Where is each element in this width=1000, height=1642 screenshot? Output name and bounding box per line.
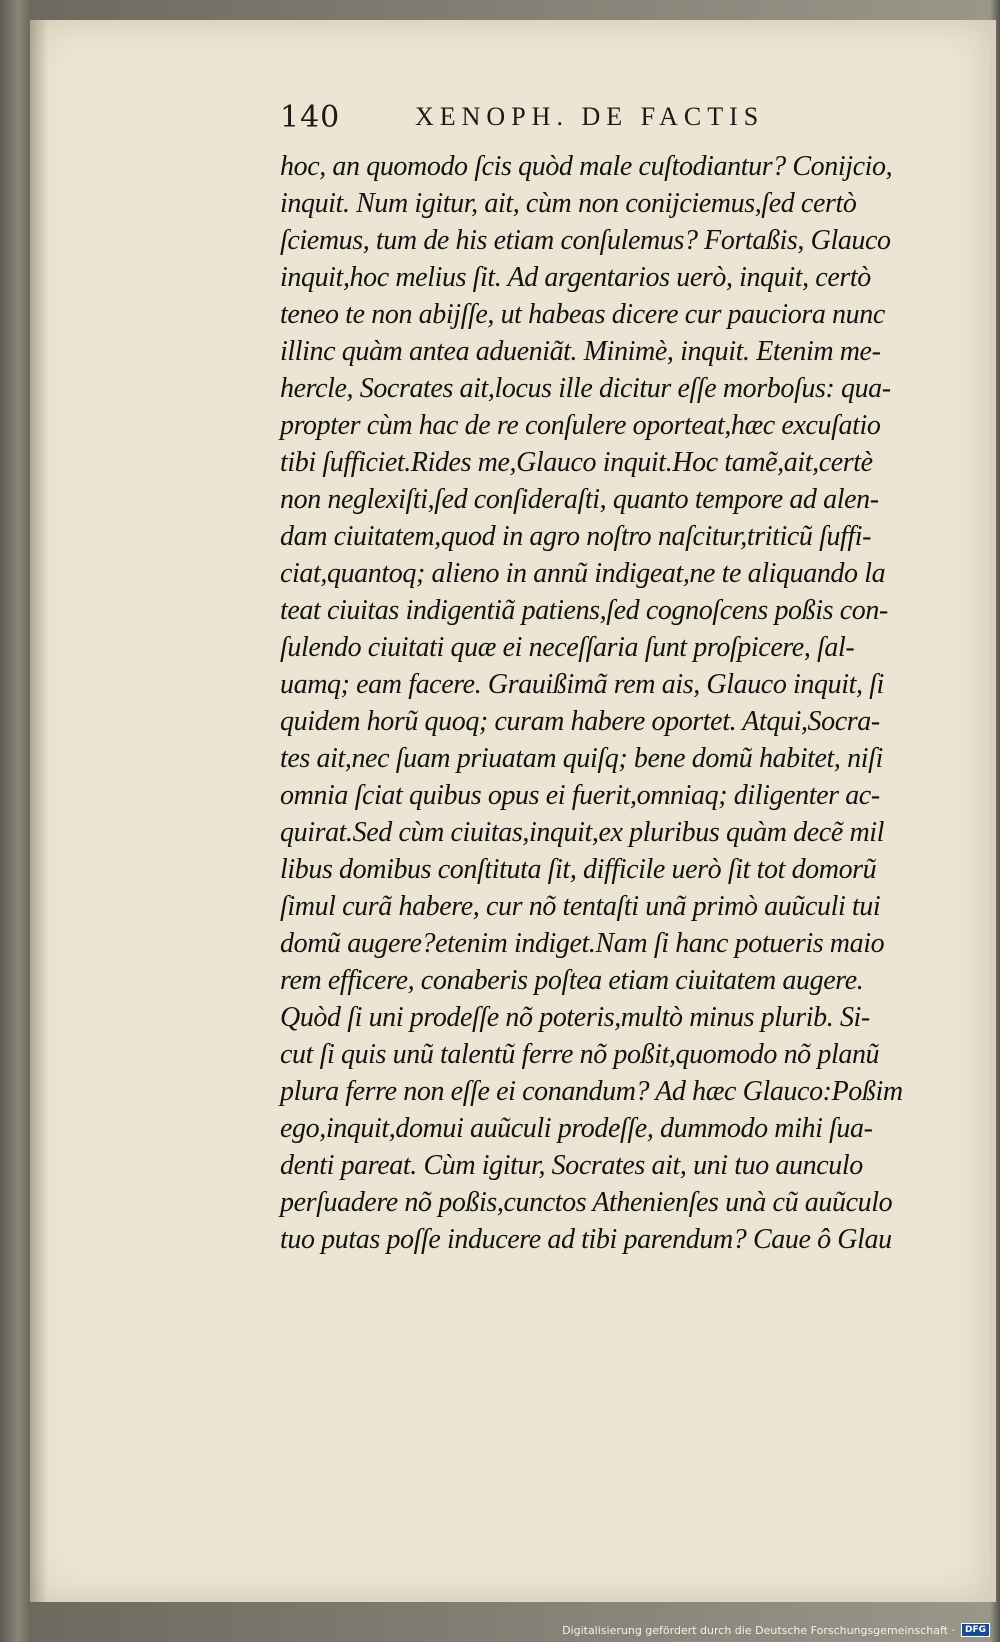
funding-notice: Digitalisierung gefördert durch die Deutsche Forschungsgemeinschaft · xyxy=(562,1623,955,1637)
text-line: non neglexiſti,ſed conſideraſti, quanto tempore ad alen- xyxy=(280,484,879,515)
book-page xyxy=(30,20,996,1602)
text-line: propter cùm hac de re conſulere oporteat,hæc excuſatio xyxy=(280,410,881,441)
text-line: inquit. Num igitur, ait, cùm non conijciemus,ſed certò xyxy=(280,188,857,219)
text-line: plura ferre non eſſe ei conandum? Ad hæc Glauco:Poßim xyxy=(280,1076,903,1107)
text-line: teneo te non abijſſe, ut habeas dicere cur pauciora nunc xyxy=(280,299,885,330)
text-line: tibi ſufficiet.Rides me,Glauco inquit.Hoc tamẽ,ait,certè xyxy=(280,447,873,478)
text-line: inquit,hoc melius ſit. Ad argentarios uerò, inquit, certò xyxy=(280,262,871,293)
text-line: rem efficere, conaberis poſtea etiam ciuitatem augere. xyxy=(280,965,864,996)
text-line: perſuadere nõ poßis,cunctos Athenienſes unà cũ auũculo xyxy=(280,1187,893,1218)
text-line: illinc quàm antea adueniãt. Minimè, inquit. Etenim me- xyxy=(280,336,881,367)
text-line: ſimul curã habere, cur nõ tentaſti unã primò auũculi tui xyxy=(280,891,881,922)
body-text xyxy=(280,148,980,1258)
page-gutter-shadow xyxy=(30,20,48,1602)
text-line: cut ſi quis unũ talentũ ferre nõ poßit,quomodo nõ planũ xyxy=(280,1039,880,1070)
text-line: hercle, Socrates ait,locus ille dicitur eſſe morboſus: qua- xyxy=(280,373,891,404)
text-line: dam ciuitatem,quod in agro noſtro naſcitur,triticũ ſuffi- xyxy=(280,521,872,552)
text-line: ſciemus, tum de his etiam conſulemus? Fortaßis, Glauco xyxy=(280,225,891,256)
text-line: quidem horũ quoq; curam habere oportet. Atqui,Socra- xyxy=(280,706,880,737)
text-line: teat ciuitas indigentiã patiens,ſed cognoſcens poßis con- xyxy=(280,595,888,626)
text-line: uamq; eam facere. Grauißimã rem ais, Glauco inquit, ſi xyxy=(280,669,884,700)
dfg-logo: DFG xyxy=(961,1623,990,1637)
text-line: domũ augere?etenim indiget.Nam ſi hanc potueris maio xyxy=(280,928,885,959)
text-line: ciat,quantoq; alieno in annũ indigeat,ne te aliquando la xyxy=(280,558,886,589)
page-number: 140 xyxy=(280,100,341,135)
text-line: libus domibus conſtituta ſit, difficile uerò ſit tot domorũ xyxy=(280,854,877,885)
running-head xyxy=(280,100,860,140)
text-line: tes ait,nec ſuam priuatam quiſq; bene domũ habitet, niſi xyxy=(280,743,883,774)
text-line: quirat.Sed cùm ciuitas,inquit,ex pluribus quàm decẽ mil xyxy=(280,817,885,848)
text-line: denti pareat. Cùm igitur, Socrates ait, uni tuo aunculo xyxy=(280,1150,863,1181)
text-line: omnia ſciat quibus opus ei fuerit,omniaq; diligenter ac- xyxy=(280,780,880,811)
text-line: Quòd ſi uni prodeſſe nõ poteris,multò minus plurib. Si- xyxy=(280,1002,870,1033)
text-line: ego,inquit,domui auũculi prodeſſe, dummodo mihi ſua- xyxy=(280,1113,873,1144)
text-line: hoc, an quomodo ſcis quòd male cuſtodiantur? Conijcio, xyxy=(280,151,893,182)
running-head-title: XENOPH. DE FACTIS xyxy=(415,102,765,131)
digitization-footer xyxy=(562,1622,990,1638)
text-line: tuo putas poſſe inducere ad tibi parendum? Caue ô Glau xyxy=(280,1224,892,1255)
text-line: ſulendo ciuitati quæ ei neceſſaria ſunt proſpicere, ſal- xyxy=(280,632,855,663)
